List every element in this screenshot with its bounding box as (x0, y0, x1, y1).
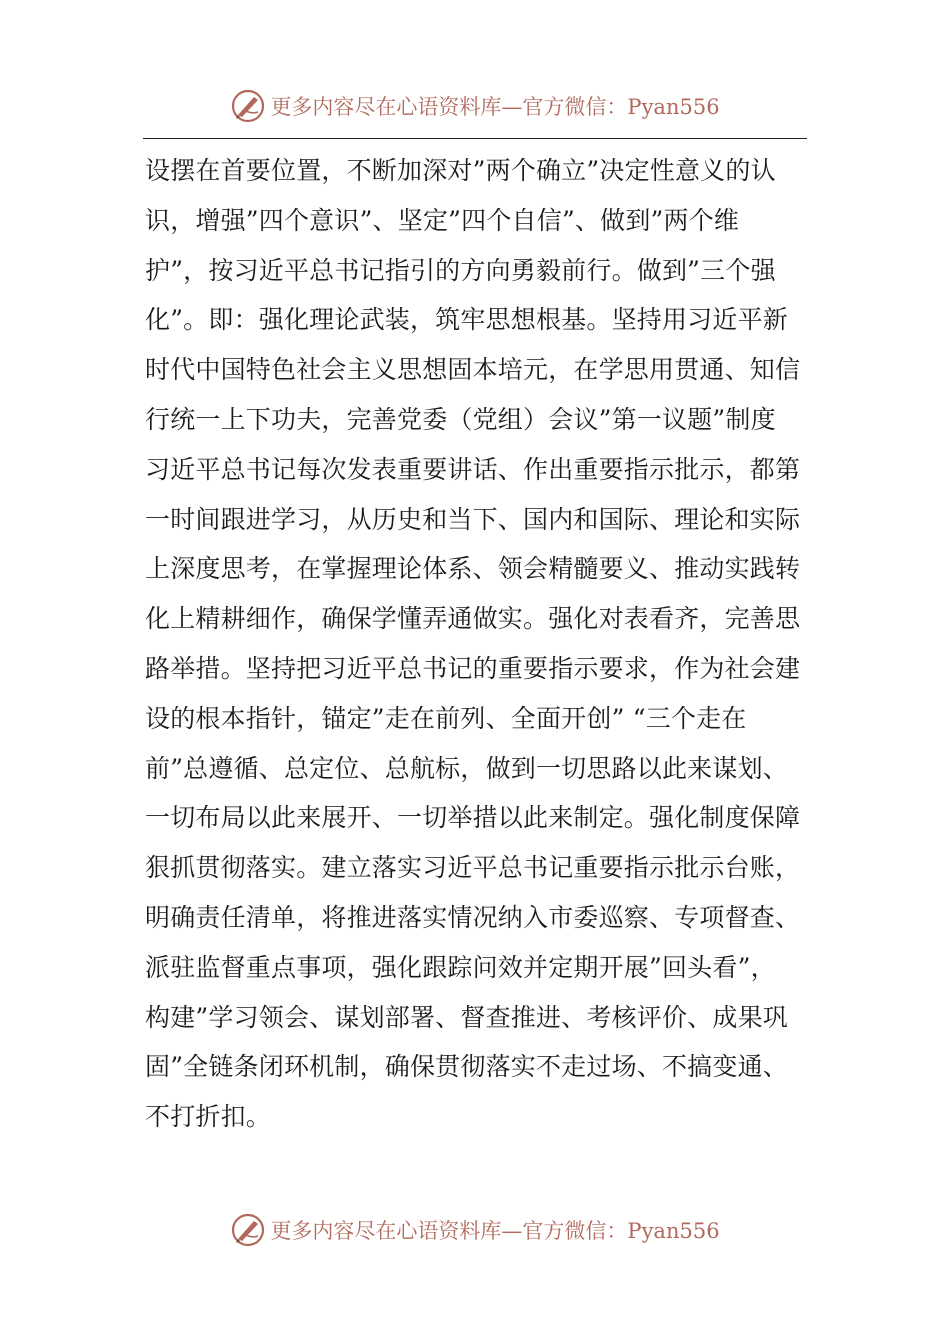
body-line: 一时间跟进学习，从历史和当下、国内和国际、理论和实际 (145, 504, 801, 534)
body-line: 行统一上下功夫，完善党委（党组）会议”第一议题”制度 (145, 404, 776, 434)
body-line: 不打折扣。 (145, 1102, 272, 1132)
pen-logo-icon (230, 88, 266, 124)
body-line: 路举措。坚持把习近平总书记的重要指示要求，作为社会建 (145, 653, 801, 683)
body-line: 识，增强”四个意识”、坚定”四个自信”、做到”两个维 (145, 205, 740, 235)
body-line: 化上精耕细作，确保学懂弄通做实。强化对表看齐，完善思 (145, 604, 801, 634)
watermark-header (0, 84, 950, 128)
body-line: 前”总遵循、总定位、总航标，做到一切思路以此来谋划、 (145, 753, 788, 783)
document-body (145, 146, 810, 1142)
body-line: 护”，按习近平总书记指引的方向勇毅前行。做到”三个强 (145, 255, 776, 285)
body-line: 一切布局以此来展开、一切举措以此来制定。强化制度保障 (145, 803, 801, 833)
body-line: 构建”学习领会、谋划部署、督查推进、考核评价、成果巩 (145, 1002, 788, 1032)
body-line: 派驻监督重点事项，强化跟踪问效并定期开展”回头看”， (145, 952, 776, 982)
body-line: 上深度思考，在掌握理论体系、领会精髓要义、推动实践转 (145, 554, 801, 584)
body-line: 习近平总书记每次发表重要讲话、作出重要指示批示，都第 (145, 454, 801, 484)
body-line: 明确责任清单，将推进落实情况纳入市委巡察、专项督查、 (145, 902, 801, 932)
pen-logo-icon (230, 1212, 266, 1248)
body-line: 固”全链条闭环机制，确保贯彻落实不走过场、不搞变通、 (145, 1052, 788, 1082)
watermark-text: 更多内容尽在心语资料库—官方微信：Pyan556 (270, 1219, 720, 1243)
body-line: 设摆在首要位置，不断加深对”两个确立”决定性意义的认 (145, 156, 776, 185)
body-line: 设的根本指针，锚定”走在前列、全面开创” “三个走在 (145, 703, 747, 733)
body-line: 化”。即：强化理论武装，筑牢思想根基。坚持用习近平新 (145, 305, 788, 335)
header-divider (143, 138, 807, 139)
body-line: 狠抓贯彻落实。建立落实习近平总书记重要指示批示台账， (145, 853, 801, 883)
watermark-text: 更多内容尽在心语资料库—官方微信：Pyan556 (270, 95, 720, 119)
watermark-footer (0, 1208, 950, 1252)
body-line: 时代中国特色社会主义思想固本培元，在学思用贯通、知信 (145, 355, 801, 385)
